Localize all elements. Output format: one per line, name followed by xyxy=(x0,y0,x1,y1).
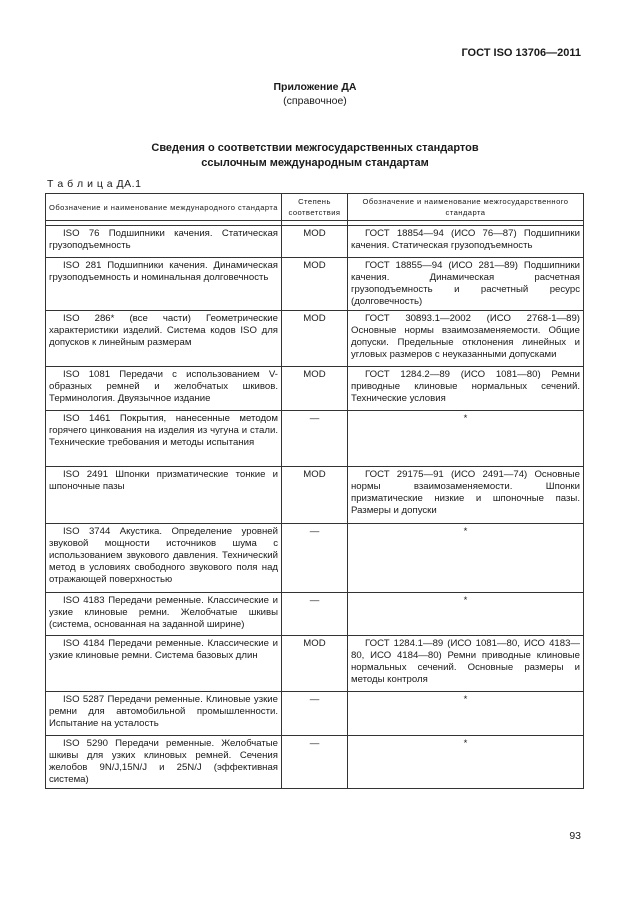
appendix-title: Приложение ДА xyxy=(273,81,357,93)
section-title-line1: Сведения о соответствии межгосударственных стандартов xyxy=(151,142,479,154)
intl-standard-cell: ISO 4184 Передачи ременные. Классические и узкие клиновые ремни. Система базовых длин xyxy=(46,636,282,692)
table-row xyxy=(46,411,584,467)
intl-standard-cell: ISO 1461 Покрытия, нанесенные методом горячего цинкования на изделия из чугуна и стали. Технические требования и методы испытания xyxy=(46,411,282,467)
degree-cell: — xyxy=(282,692,348,736)
table-header-row xyxy=(46,194,584,221)
document-header: ГОСТ ISO 13706—2011 xyxy=(461,47,581,59)
table-row xyxy=(46,524,584,593)
gost-standard-cell: ГОСТ 18855—94 (ИСО 281—89) Подшипники качения. Динамическая расчетная грузоподъемность и расчетный ресурс (долговечность) xyxy=(348,258,584,311)
appendix-subtitle: (справочное) xyxy=(283,95,347,107)
intl-standard-cell: ISO 4183 Передачи ременные. Классические и узкие клиновые ремни. Желобчатые шкивы (система, основанная на заданной ширине) xyxy=(46,593,282,636)
table-row xyxy=(46,736,584,789)
degree-cell: MOD xyxy=(282,367,348,411)
table-row xyxy=(46,593,584,636)
intl-standard-cell: ISO 3744 Акустика. Определение уровней звуковой мощности источников шума с использованием звукового давления. Технический метод в условиях свободного звукового поля над отражающей поверхностью xyxy=(46,524,282,593)
degree-cell: — xyxy=(282,411,348,467)
degree-cell: — xyxy=(282,736,348,789)
gost-standard-cell: ГОСТ 1284.2—89 (ИСО 1081—80) Ремни приводные клиновые нормальных сечений. Технические условия xyxy=(348,367,584,411)
header-gost-standard: Обозначение и наименование межгосударственного стандарта xyxy=(348,194,584,221)
table-row xyxy=(46,258,584,311)
intl-standard-cell: ISO 76 Подшипники качения. Статическая грузоподъемность xyxy=(46,226,282,258)
table-row xyxy=(46,692,584,736)
section-title xyxy=(0,141,630,171)
page-number: 93 xyxy=(569,830,581,842)
gost-standard-cell: * xyxy=(348,736,584,789)
intl-standard-cell: ISO 286* (все части) Геометрические характеристики изделий. Система кодов ISO для допусков к линейным размерам xyxy=(46,311,282,367)
degree-cell: MOD xyxy=(282,226,348,258)
appendix-heading xyxy=(0,80,630,108)
table-row xyxy=(46,636,584,692)
degree-cell: — xyxy=(282,593,348,636)
header-intl-standard: Обозначение и наименование международного стандарта xyxy=(46,194,282,221)
degree-cell: MOD xyxy=(282,467,348,524)
table-row xyxy=(46,467,584,524)
intl-standard-cell: ISO 2491 Шпонки призматические тонкие и шпоночные пазы xyxy=(46,467,282,524)
section-title-line2: ссылочным международным стандартам xyxy=(201,157,429,169)
gost-standard-cell: ГОСТ 30893.1—2002 (ИСО 2768-1—89) Основные нормы взаимозаменяемости. Общие допуски. Предельные отклонения линейных и угловых размеров с неуказанными допусками xyxy=(348,311,584,367)
intl-standard-cell: ISO 1081 Передачи с использованием V-образных ремней и желобчатых шкивов. Терминология. Двуязычное издание xyxy=(46,367,282,411)
table-caption: Т а б л и ц а ДА.1 xyxy=(47,178,142,190)
gost-standard-cell: ГОСТ 18854—94 (ИСО 76—87) Подшипники качения. Статическая грузоподъемность xyxy=(348,226,584,258)
gost-standard-cell: * xyxy=(348,524,584,593)
gost-standard-cell: ГОСТ 1284.1—89 (ИСО 1081—80, ИСО 4183—80, ИСО 4184—80) Ремни приводные клиновые нормальных сечений. Основные размеры и методы контроля xyxy=(348,636,584,692)
intl-standard-cell: ISO 5287 Передачи ременные. Клиновые узкие ремни для автомобильной промышленности. Испытание на усталость xyxy=(46,692,282,736)
table-row xyxy=(46,367,584,411)
degree-cell: MOD xyxy=(282,258,348,311)
header-degree: Степень соответствия xyxy=(282,194,348,221)
degree-cell: MOD xyxy=(282,636,348,692)
degree-cell: MOD xyxy=(282,311,348,367)
gost-standard-cell: * xyxy=(348,593,584,636)
intl-standard-cell: ISO 5290 Передачи ременные. Желобчатые шкивы для узких клиновых ремней. Сечения желобов 9N/J,15N/J и 25N/J (эффективная система) xyxy=(46,736,282,789)
gost-standard-cell: * xyxy=(348,692,584,736)
table-row xyxy=(46,226,584,258)
degree-cell: — xyxy=(282,524,348,593)
gost-standard-cell: ГОСТ 29175—91 (ИСО 2491—74) Основные нормы взаимозаменяемости. Шпонки призматические низкие и шпоночные пазы. Размеры и допуски xyxy=(348,467,584,524)
correspondence-table xyxy=(45,193,584,789)
table-row xyxy=(46,311,584,367)
gost-standard-cell: * xyxy=(348,411,584,467)
intl-standard-cell: ISO 281 Подшипники качения. Динамическая грузоподъемность и номинальная долговечность xyxy=(46,258,282,311)
